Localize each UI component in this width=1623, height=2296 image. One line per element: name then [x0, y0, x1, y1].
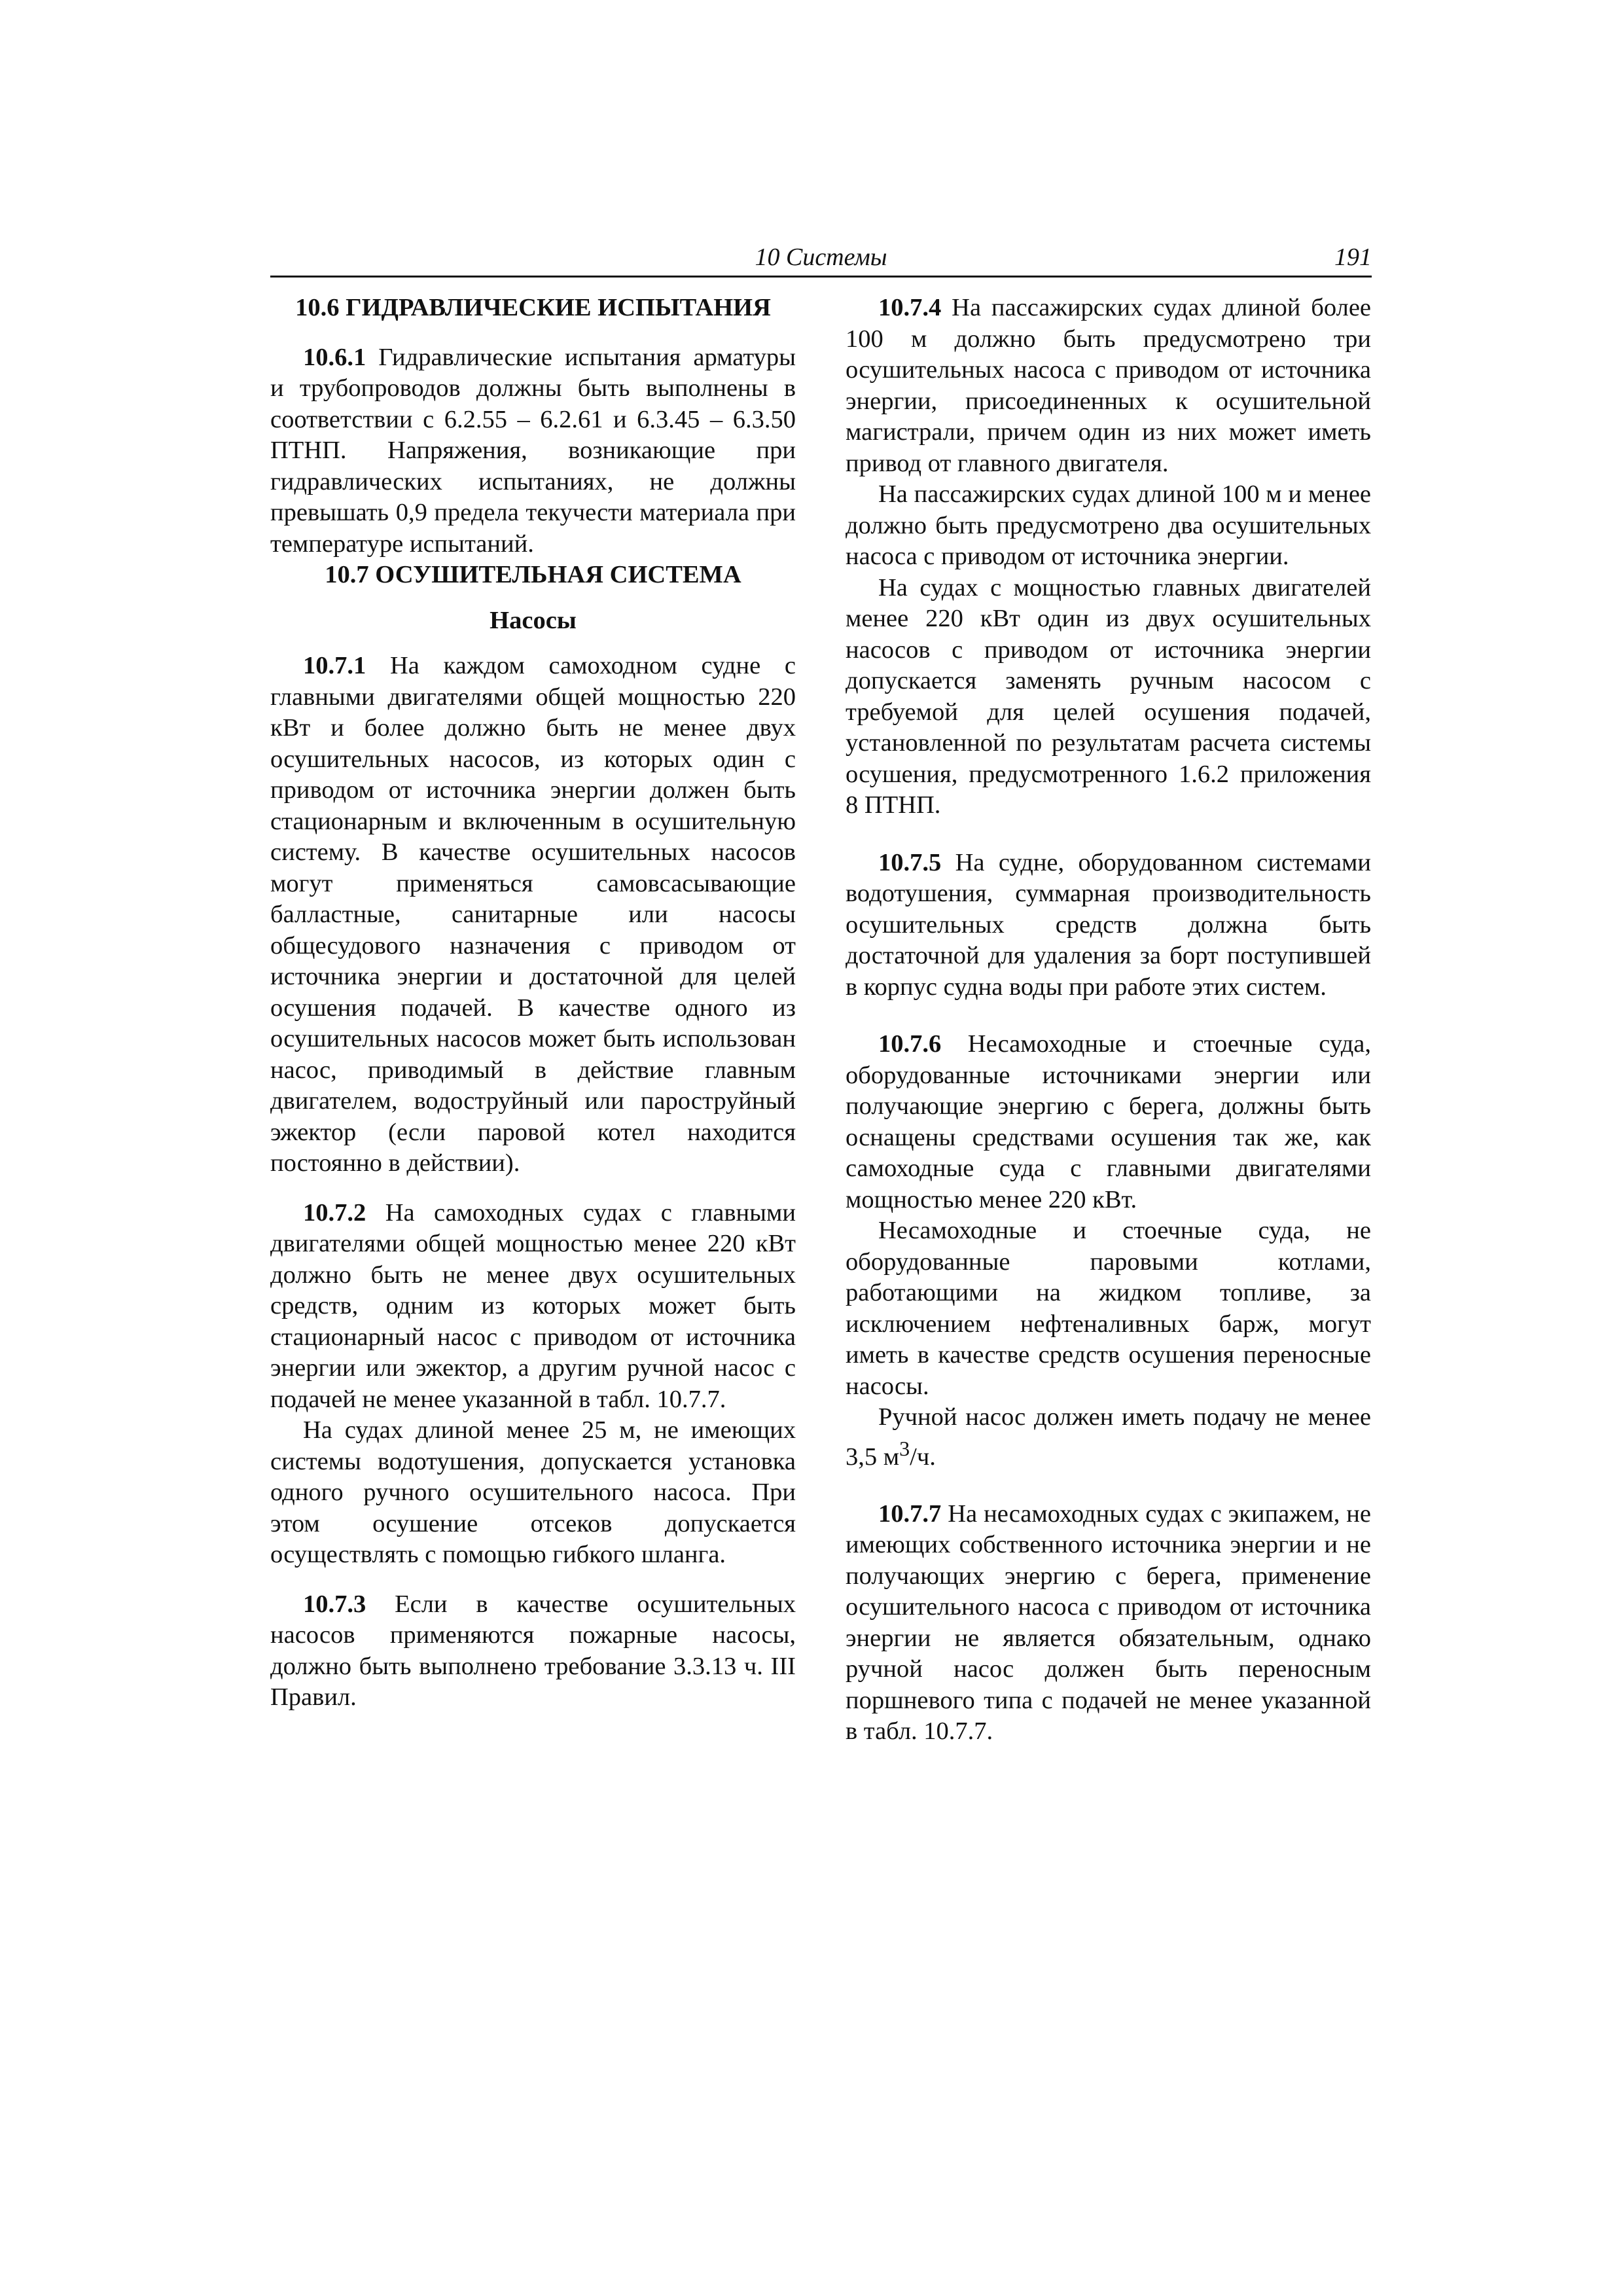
running-title: 10 Системы: [755, 243, 887, 271]
right-column: [846, 293, 1371, 1748]
section-heading-10-6: 10.6 ГИДРАВЛИЧЕСКИЕ ИСПЫТАНИЯ: [295, 294, 771, 321]
running-header: [270, 239, 1372, 278]
clause-10-7-7: [846, 1499, 1371, 1748]
clause-number: 10.7.7: [878, 1499, 942, 1528]
clause-10-7-6-paragraph-2: Несамоходные и стоечные суда, не оборудованные паровыми котлами, работающими на жидком топливе, за исключением нефтеналивных барж, могут иметь в качестве средств осушения переносные насосы.: [846, 1217, 1371, 1400]
section-heading-10-7: 10.7 ОСУШИТЕЛЬНАЯ СИСТЕМА: [325, 561, 741, 588]
clause-text: На самоходных судах с главными двигателями общей мощностью менее 220 кВт должно быть не менее двух осушительных средств, одним из которых может быть стационарный насос с приводом от источника энергии или эжектор, а другим ручной насос с подачей не менее указанной в табл. 10.7.7.: [270, 1198, 796, 1413]
pump-capacity-unit: /ч.: [910, 1443, 936, 1471]
page-number: 191: [1334, 243, 1372, 271]
clause-text: На пассажирских судах длиной более 100 м должно быть предусмотрено три осушительных насоса с приводом от источника энергии, присоединенных к осушительной магистрали, причем один из них может иметь привод от главного двигателя.: [846, 294, 1371, 477]
clause-10-7-4: [846, 293, 1371, 479]
clause-number: 10.7.6: [878, 1030, 942, 1058]
clause-text: Несамоходные и стоечные суда, оборудованные источниками энергии или получающие энергию с берега, должны быть оснащены средствами осушения так же, как самоходные суда с главными двигателями мощностью менее 220 кВт.: [846, 1030, 1371, 1213]
clause-number: 10.7.4: [878, 294, 942, 321]
clause-10-7-1: [270, 651, 796, 1179]
clause-10-7-2-paragraph-2: На судах длиной менее 25 м, не имеющих системы водотушения, допускается установка одного ручного осушительного насоса. При этом осушение отсеков допускается осуществлять с помощью гибкого шланга.: [270, 1416, 796, 1568]
clause-number: 10.7.3: [303, 1590, 366, 1618]
clause-10-7-6-paragraph-3: [846, 1402, 1371, 1473]
clause-text: На несамоходных судах с экипажем, не имеющих собственного источника энергии и не получающих энергию с берега, применение осушительного насоса с приводом от источника энергии не является обязательным, однако ручной насос должен быть переносным поршневого типа с подачей не менее указанной в табл. 10.7.7.: [846, 1499, 1371, 1746]
subsection-heading-pumps: Насосы: [490, 606, 577, 634]
clause-10-7-4-paragraph-3: На судах с мощностью главных двигателей менее 220 кВт один из двух осушительных насосов с приводом от источника энергии допускается заменять ручным насосом с требуемой для целей осушения подачей, установленной по результатам расчета системы осушения, предусмотренного 1.6.2 приложения 8 ПТНП.: [846, 573, 1371, 819]
clause-number: 10.6.1: [303, 343, 366, 371]
clause-10-7-5: [846, 848, 1371, 1003]
clause-text: На судне, оборудованном системами водотушения, суммарная производительность осушительных средств должна быть достаточной для удаления за борт поступившей в корпус судна воды при работе этих систем.: [846, 848, 1372, 1001]
clause-10-7-4-paragraph-2: На пассажирских судах длиной 100 м и менее должно быть предусмотрено два осушительных насоса с приводом от источника энергии.: [846, 480, 1371, 570]
left-column: [270, 293, 796, 1713]
clause-10-7-2: [270, 1198, 796, 1416]
clause-text: Гидравлические испытания арматуры и трубопроводов должны быть выполнены в соответствии с 6.2.55 – 6.2.61 и 6.3.45 – 6.3.50 ПТНП. Напряжения, возникающие при гидравлических испытаниях, не должны превышать 0,9 предела текучести материала при температуре испытаний.: [270, 343, 796, 558]
clause-number: 10.7.1: [303, 652, 366, 679]
clause-text: На каждом самоходном судне с главными двигателями общей мощностью 220 кВт и более должно быть не менее двух осушительных насосов, из которых один с приводом от источника энергии должен быть стационарным и включенным в осушительную систему. В качестве осушительных насосов могут применяться самовсасывающие балластные, санитарные или насосы общесудового назначения с приводом от источника энергии и достаточной для целей осушения подачей. В качестве одного из осушительных насосов может быть использован насос, приводимый в действие главным двигателем, водоструйный или пароструйный эжектор (если паровой котел находится постоянно в действии).: [270, 652, 796, 1177]
cubic-superscript: 3: [899, 1436, 910, 1460]
clause-number: 10.7.5: [878, 848, 942, 876]
clause-text: Если в качестве осушительных насосов применяются пожарные насосы, должно быть выполнено требование 3.3.13 ч. III Правил.: [270, 1590, 796, 1711]
clause-10-7-3: [270, 1589, 796, 1713]
clause-10-7-6: [846, 1029, 1371, 1215]
pump-capacity-text: Ручной насос должен иметь подачу не менее 3,5 м: [846, 1403, 1371, 1471]
clause-number: 10.7.2: [303, 1198, 366, 1227]
clause-10-6-1: [270, 342, 796, 560]
